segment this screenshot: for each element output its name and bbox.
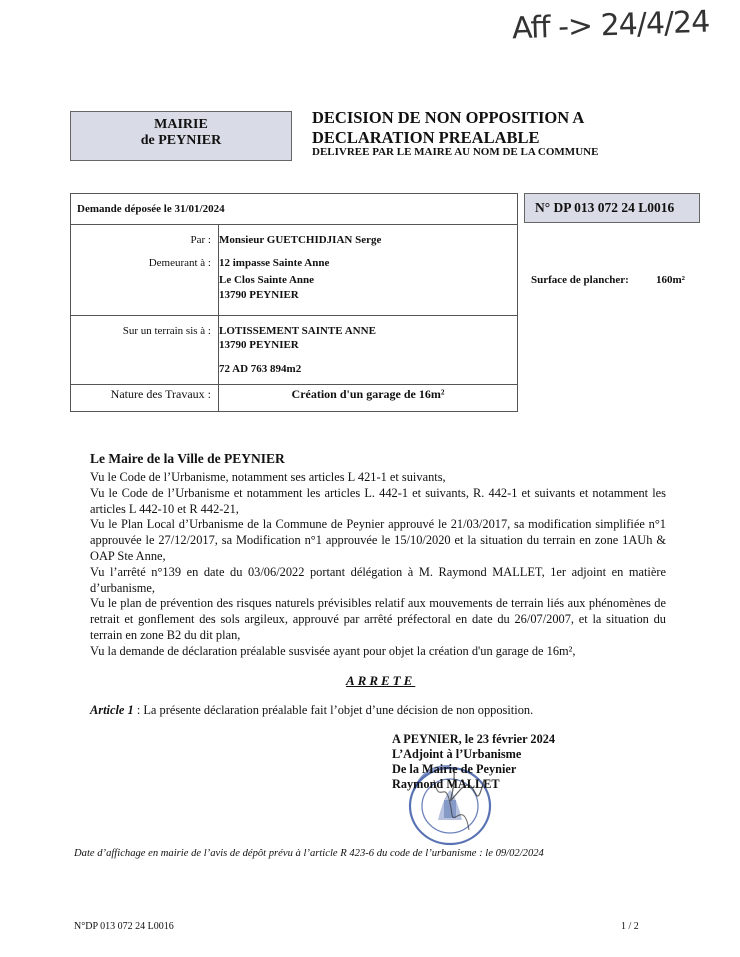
article-text: : La présente déclaration préalable fait l’objet d’une décision de non opposition. xyxy=(133,703,534,717)
demeurant-line1: 12 impasse Sainte Anne xyxy=(219,257,330,269)
vu-paragraph: Vu l’arrêté n°139 en date du 03/06/2022 portant délégation à M. Raymond MALLET, 1er adjoint en matière d’urbanisme, xyxy=(90,564,666,595)
article-label: Article 1 xyxy=(90,703,134,717)
nature-value: Création d'un garage de 16m² xyxy=(291,387,445,401)
vu-paragraph: Vu le plan de prévention des risques naturels prévisibles relatif aux mouvements de terrain liés aux phénomènes de retrait et gonflement des sols argileux, approuvé par arrêté préfectoral en date du 26/07/2007, et la situation du terrain en zone B2 du dit plan, xyxy=(90,596,666,642)
terrain-line2: 13790 PEYNIER xyxy=(219,339,299,351)
vu-paragraph: Vu le Code de l’Urbanisme, notamment ses articles L 421-1 et suivants, xyxy=(90,470,446,484)
vu-paragraph: Vu la demande de déclaration préalable susvisée ayant pour objet la création d'un garage de 16m², xyxy=(90,643,576,658)
vu-paragraph: Vu le Plan Local d’Urbanisme de la Commune de Peynier approuvé le 21/03/2017, sa modification simplifiée n°1 approuvée le 27/12/2017, sa Modification n°1 approuvée le 15/10/2020 et la situation du terrain en zone 1AUh & OAP Ste Anne, xyxy=(90,517,666,563)
display-date-note: Date d’affichage en mairie de l’avis de dépôt prévu à l’article R 423-6 du code de l’urbanisme : le 09/02/2024 xyxy=(74,848,544,859)
demeurant-line3: 13790 PEYNIER xyxy=(219,289,299,301)
request-table xyxy=(70,193,518,412)
demeurant-line2: Le Clos Sainte Anne xyxy=(219,274,315,286)
maire-title: Le Maire de la Ville de PEYNIER xyxy=(90,451,285,466)
signature-line1: A PEYNIER, le 23 février 2024 xyxy=(392,732,556,746)
demande-date: Demande déposée le 31/01/2024 xyxy=(77,203,225,215)
dp-number-box: N° DP 013 072 24 L0016 xyxy=(524,193,700,223)
signature-line2: L’Adjoint à l’Urbanisme xyxy=(392,747,522,761)
article-1 xyxy=(90,703,533,718)
title-line1: DECISION DE NON OPPOSITION A xyxy=(312,108,585,127)
mairie-line1: MAIRIE xyxy=(154,117,208,132)
signature-block xyxy=(392,732,555,792)
par-value: Monsieur GUETCHIDJIAN Serge xyxy=(219,234,382,246)
title-subline: DELIVREE PAR LE MAIRE AU NOM DE LA COMMUNE xyxy=(312,146,599,158)
mairie-box xyxy=(70,111,292,161)
terrain-label: Sur un terrain sis à : xyxy=(122,325,211,337)
signature-line4: Raymond MALLET xyxy=(392,777,500,791)
terrain-line3: 72 AD 763 894m2 xyxy=(219,363,302,375)
vu-paragraph: Vu le Code de l’Urbanisme et notamment les articles L. 442-1 et suivants, R. 442-1 et suivants et notamment les articles L 442-10 et R 442-21, xyxy=(90,485,666,516)
page-number: 1 / 2 xyxy=(621,921,639,932)
nature-label: Nature des Travaux : xyxy=(110,387,211,401)
handwritten-note: Aff -> 24/4/24 xyxy=(511,4,710,47)
arrete-heading: ARRETE xyxy=(346,673,416,688)
surface-value: 160m² xyxy=(656,274,685,286)
title-line2: DECLARATION PREALABLE xyxy=(312,128,540,147)
considerations xyxy=(90,470,666,660)
signature-line3: De la Mairie de Peynier xyxy=(392,762,517,776)
par-label: Par : xyxy=(190,234,211,246)
surface-label: Surface de plancher: xyxy=(531,274,629,286)
document-title xyxy=(312,108,584,148)
terrain-line1: LOTISSEMENT SAINTE ANNE xyxy=(219,325,376,337)
demeurant-label: Demeurant à : xyxy=(148,257,211,269)
footer-dp-number: N°DP 013 072 24 L0016 xyxy=(74,921,174,932)
mairie-line2: de PEYNIER xyxy=(140,133,222,148)
